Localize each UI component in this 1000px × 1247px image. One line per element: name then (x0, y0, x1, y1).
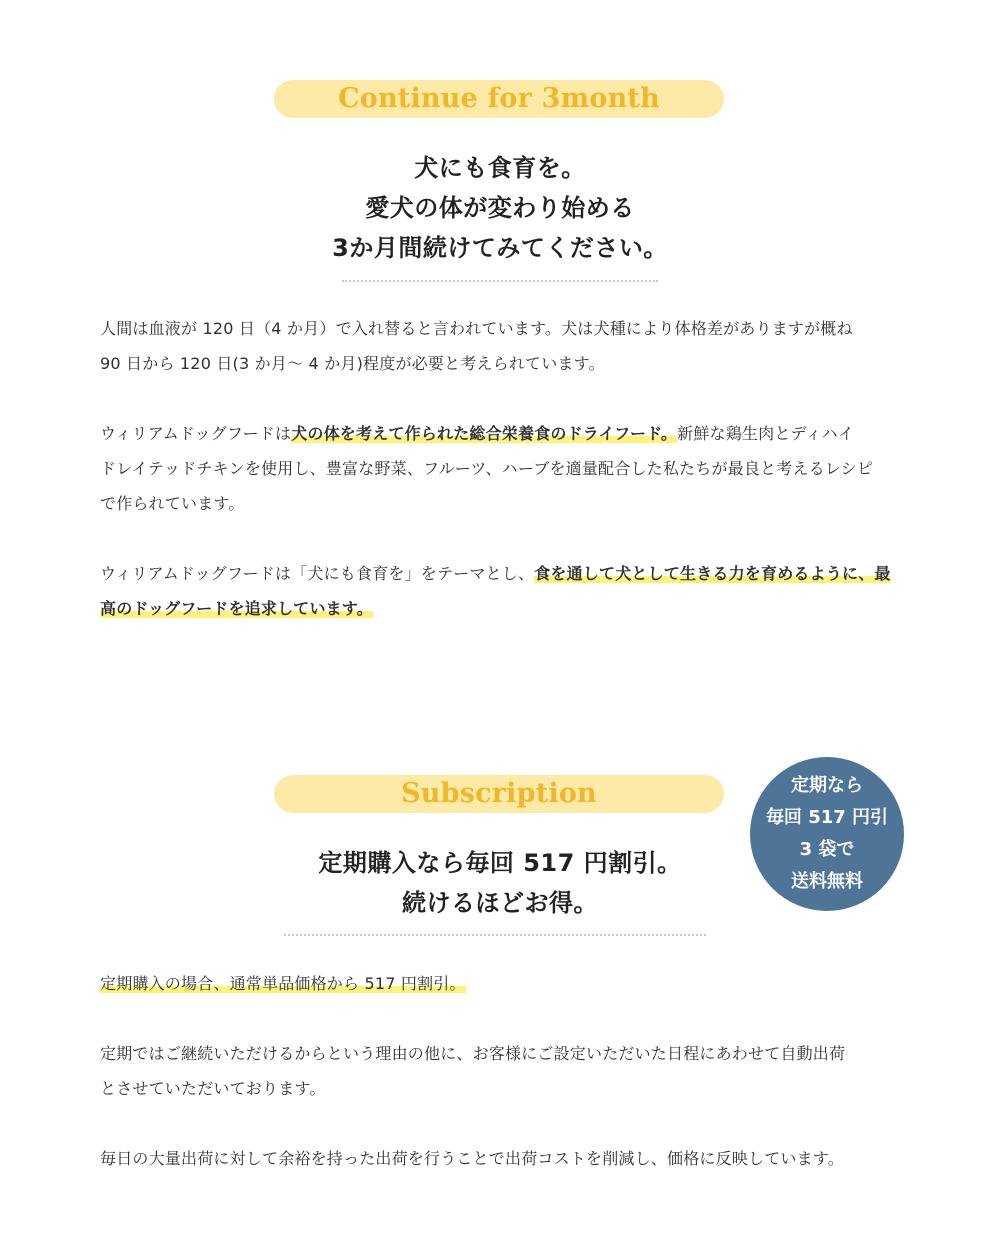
highlighted-text: 高のドッグフードを追求しています。 (100, 599, 374, 618)
headline-line: 愛犬の体が変わり始める (365, 194, 635, 222)
text-line: で作られています。 (100, 494, 245, 513)
section2-headline (0, 843, 1000, 923)
text-line: 人間は血液が 120 日（4 か月）で入れ替ると言われています。犬は犬種により体格差がありますが概ね (100, 319, 853, 338)
section-title-continue: Continue for 3month (274, 80, 724, 118)
paragraph-shipping-cost (100, 1141, 900, 1176)
badge-line: 定期なら (791, 775, 863, 796)
text-line: とさせていただいております。 (100, 1079, 326, 1098)
headline-line: 3か月間続けてみてください。 (332, 234, 668, 262)
text-segment: 新鮮な鶏生肉とディハイ (677, 424, 855, 443)
text-line: 90 日から 120 日(3 か月〜 4 か月)程度が必要と考えられています。 (100, 354, 605, 373)
section1-headline (0, 148, 1000, 268)
paragraph-product-description (100, 416, 900, 521)
text-line: 毎日の大量出荷に対して余裕を持った出荷を行うことで出荷コストを削減し、価格に反映しています。 (100, 1149, 844, 1168)
paragraph-theme (100, 556, 900, 626)
paragraph-discount (100, 966, 900, 1001)
headline-line: 犬にも食育を。 (414, 154, 586, 182)
text-line: 定期ではご継続いただけるからという理由の他に、お客様にご設定いただいた日程にあわせて自動出荷 (100, 1044, 846, 1063)
highlighted-text: 食を通して犬として生きる力を育めるように、最 (534, 564, 891, 583)
text-line: ドレイテッドチキンを使用し、豊富な野菜、フルーツ、ハーブを適量配合した私たちが最良と考えるレシピ (100, 459, 874, 478)
badge-line: 3 袋で (799, 839, 855, 860)
text-segment: ウィリアムドッグフードは (100, 424, 292, 443)
highlighted-text: 定期購入の場合、通常単品価格から 517 円割引。 (100, 974, 466, 993)
badge-line: 送料無料 (791, 871, 863, 892)
badge-line: 毎回 517 円引 (765, 807, 889, 828)
paragraph-auto-shipping (100, 1036, 900, 1106)
headline-line: 続けるほどお得。 (402, 889, 598, 917)
paragraph-blood-renewal (100, 311, 900, 381)
highlighted-text: 犬の体を考えて作られた総合栄養食のドライフード。 (291, 424, 678, 443)
section-title-subscription: Subscription (274, 775, 724, 813)
divider (342, 280, 658, 282)
headline-line: 定期購入なら毎回 517 円割引。 (318, 849, 682, 877)
text-segment: ウィリアムドッグフードは「犬にも食育を」をテーマとし、 (100, 564, 535, 583)
divider (284, 934, 706, 936)
